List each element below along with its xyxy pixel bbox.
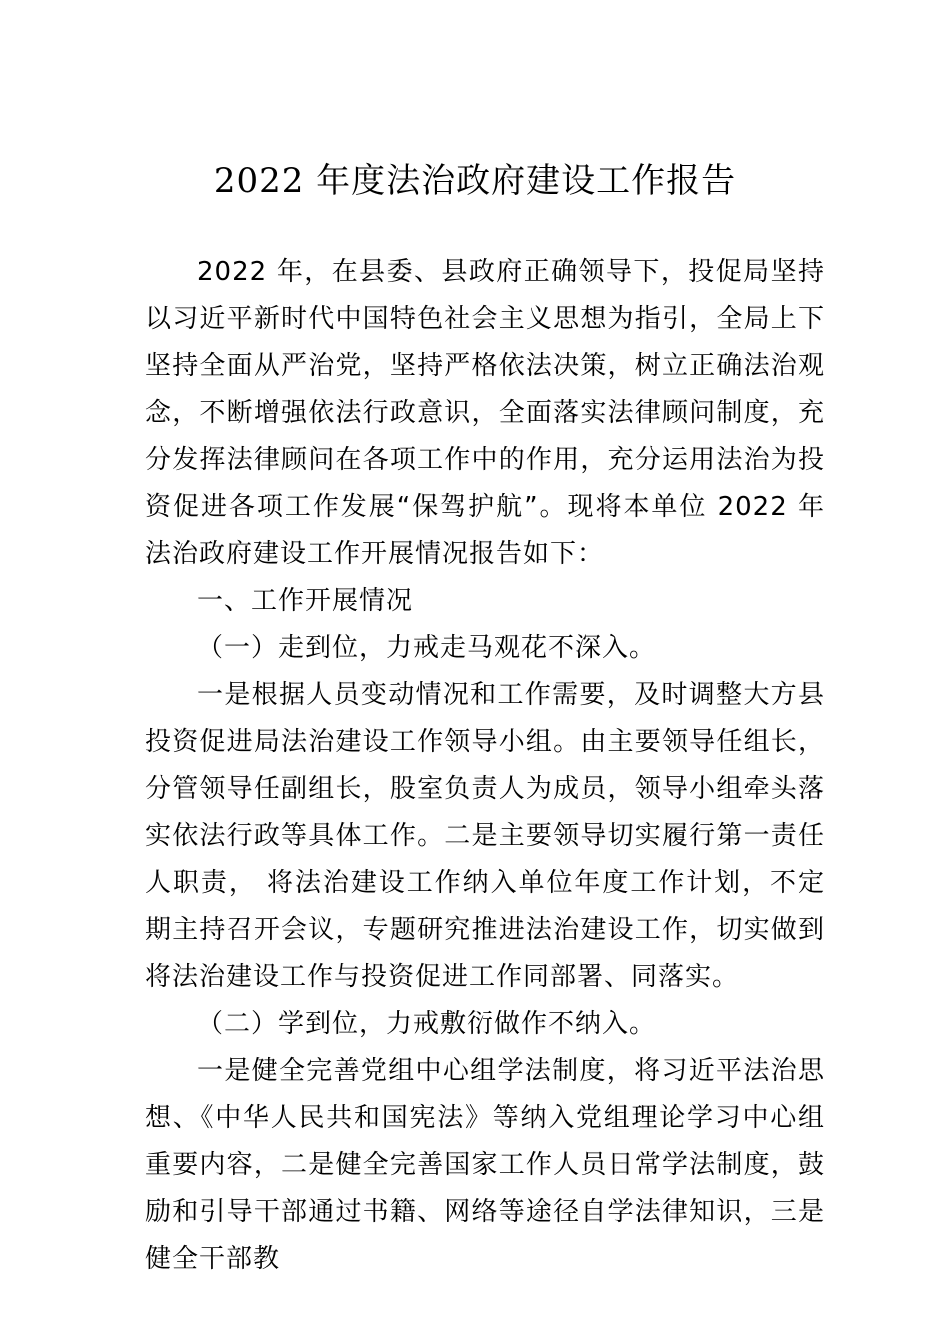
document-body [145,249,825,1283]
body-paragraph: 一是健全完善党组中心组学法制度，将习近平法治思想、《中华人民共和国宪法》等纳入党组理论学习中心组重要内容，二是健全完善国家工作人员日常学法制度，鼓励和引导干部通过书籍、网络等途径自学法律知识，三是健全干部教 [145,1056,825,1274]
subsection-heading: （二）学到位，力戒敷衍做作不纳入。 [197,1009,657,1039]
section-heading: 一、工作开展情况 [197,586,414,616]
body-paragraph: 一是根据人员变动情况和工作需要，及时调整大方县投资促进局法治建设工作领导小组。由主要领导任组长，分管领导任副组长，股室负责人为成员，领导小组牵头落实依法行政等具体工作。二是主要领导切实履行第一责任人职责， 将法治建设工作纳入单位年度工作计划，不定期主持召开会议，专题研究推进法治建设工作，切实做到将法治建设工作与投资促进工作同部署、同落实。 [145,680,825,992]
subsection-heading: （一）走到位，力戒走马观花不深入。 [197,633,657,663]
intro-paragraph: 2022 年，在县委、县政府正确领导下，投促局坚持以习近平新时代中国特色社会主义思想为指引，全局上下坚持全面从严治党，坚持严格依法决策，树立正确法治观念，不断增强依法行政意识，全面落实法律顾问制度，充分发挥法律顾问在各项工作中的作用，充分运用法治为投资促进各项工作发展“保驾护航”。现将本单位 2022 年法治政府建设工作开展情况报告如下： [145,257,825,569]
document-title: 2022 年度法治政府建设工作报告 [213,161,737,201]
